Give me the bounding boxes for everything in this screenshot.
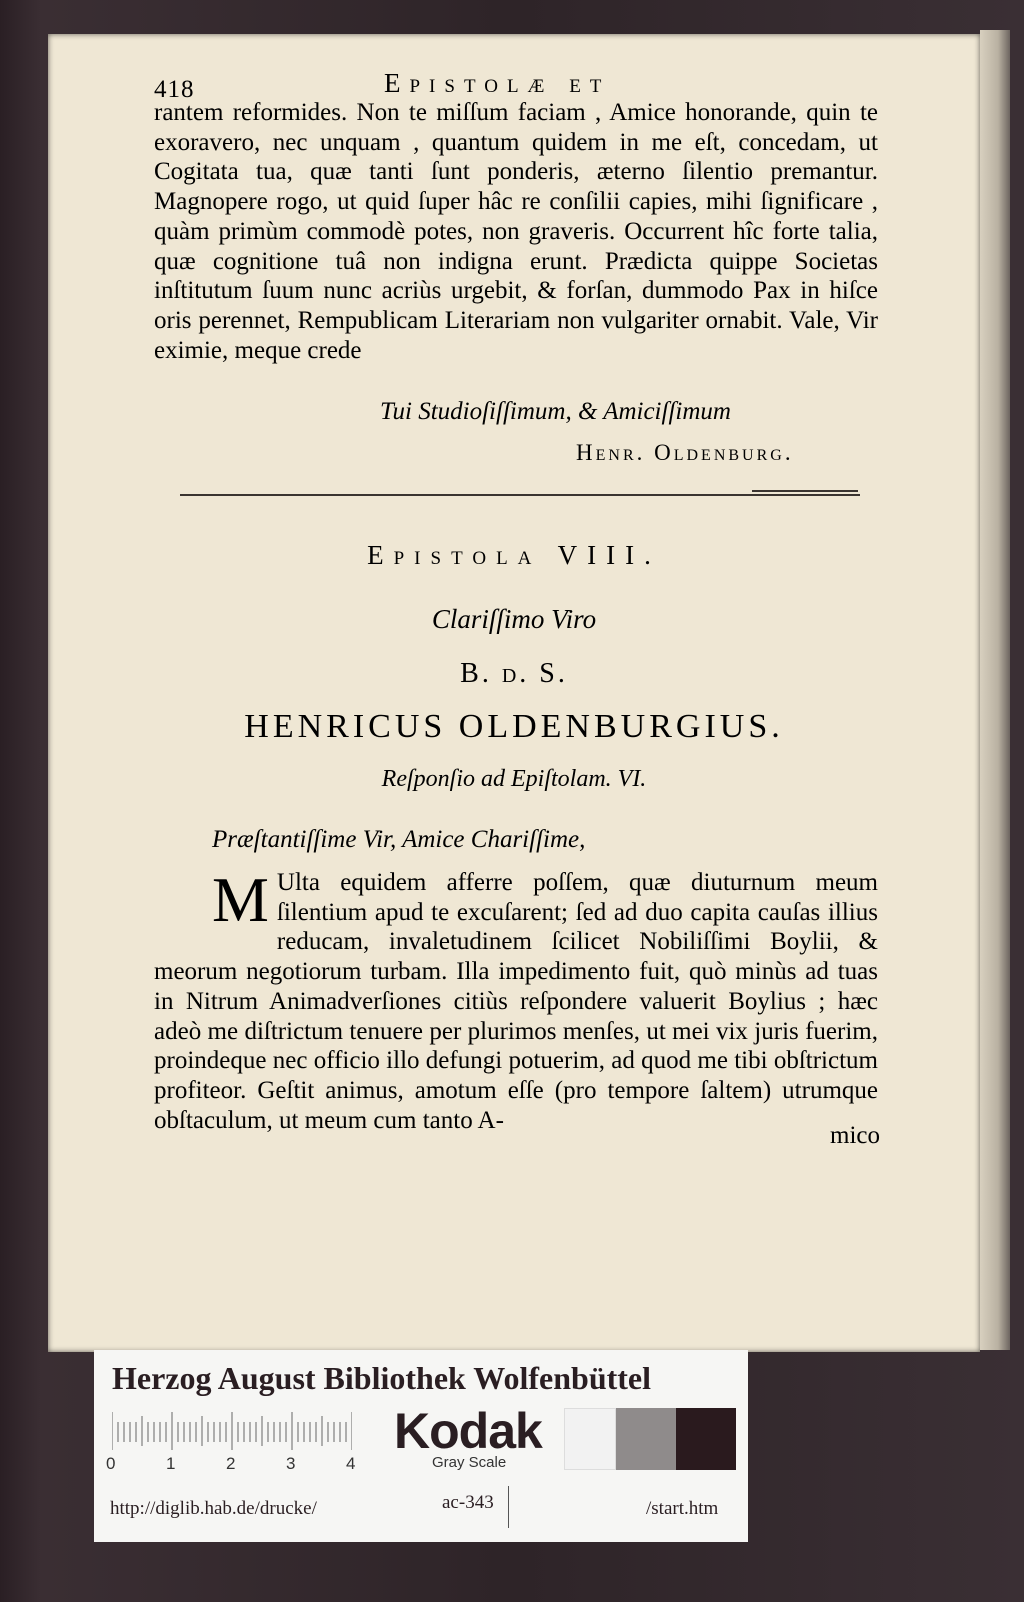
addressee-line: Clariſſimo Viro — [431, 604, 597, 634]
drop-cap: M — [212, 864, 269, 935]
gray-swatch-mid — [616, 1408, 676, 1470]
letter-body-text — [154, 864, 878, 1135]
ruler-number: 4 — [346, 1454, 356, 1473]
ruler-scale — [112, 1412, 352, 1450]
ruler-number: 3 — [286, 1454, 296, 1473]
response-note: Reſponſio ad Epiſtolam. VI. — [381, 766, 647, 792]
gray-swatch-dark — [676, 1408, 736, 1470]
gray-swatch-light — [564, 1408, 616, 1470]
code-separator — [508, 1486, 509, 1528]
running-title: Epistolæ et — [384, 68, 611, 98]
library-name: Herzog August Bibliothek Wolfenbüttel — [112, 1360, 652, 1396]
library-label — [94, 1350, 748, 1542]
catchword: mico — [830, 1122, 880, 1149]
section-divider-accent — [752, 490, 858, 492]
library-url-left: http://diglib.hab.de/drucke/ — [110, 1498, 317, 1519]
ruler-number: 1 — [166, 1454, 176, 1473]
ruler-number: 0 — [106, 1454, 116, 1473]
letter-signature: Henr. Oldenburg. — [576, 440, 794, 465]
kodak-logo: Kodak — [394, 1403, 542, 1459]
epistola-heading: Epistola VIII. — [367, 540, 661, 570]
ruler-number: 2 — [226, 1454, 236, 1473]
letter-signoff: Tui Studioſiſſimum, & Amiciſſimum — [380, 398, 731, 425]
facing-page-edge — [980, 30, 1010, 1350]
page-number: 418 — [154, 76, 195, 103]
salutation: Præſtantiſſime Vir, Amice Chariſſime, — [212, 826, 586, 853]
author-name: HENRICUS OLDENBURGIUS. — [244, 708, 784, 745]
recipient-initials: B. d. S. — [460, 658, 568, 689]
letter-body-content: Ulta equidem afferre poſſem, quæ diuturnum meum ſilentium apud te excuſarent; ſed ad duo capita cauſas illius reducam, invaletudinem ſcilicet Nobiliſſimi Boylii, & meorum negotiorum turbam. Illa impedimento fuit, quò minùs ad tuas in Nitrum Animadverſiones citiùs reſpondere valuerit Boylius ; hæc adeò me diſtrictum tenuere per plurimos menſes, ut mei vix juris fuerim, proindeque nec officio illo defungi potuerim, ad quod me tibi obſtrictum profiteor. Geſtit animus, amotum eſſe (pro tempore ſaltem) utrumque obſtaculum, ut meum cum tanto A- — [154, 869, 878, 1134]
previous-letter-text: rantem reformides. Non te miſſum faciam , Amice honorande, quin te exoravero, nec unquam , quantum quidem in me eſt, concedam, ut Cogitata tua, quæ tanti ſunt ponderis, æterno ſilentio premantur. Magnopere rogo, ut quid ſuper hâc re conſilii capies, mihi ſignificare , quàm primùm commodè potes, non graveris. Occurrent hîc forte talia, quæ cognitione tuâ non indigna erunt. Prædicta quippe Societas inſtitutum ſuum nunc acriùs urgebit, & forſan, dummodo Pax in hiſce oris perennet, Rempublicam Literariam non vulgariter ornabit. Vale, Vir eximie, meque crede — [154, 99, 878, 364]
gray-scale-caption: Gray Scale — [432, 1454, 507, 1471]
library-url-right: /start.htm — [646, 1498, 719, 1519]
shelf-code: ac-343 — [442, 1492, 494, 1513]
section-divider — [180, 494, 860, 496]
